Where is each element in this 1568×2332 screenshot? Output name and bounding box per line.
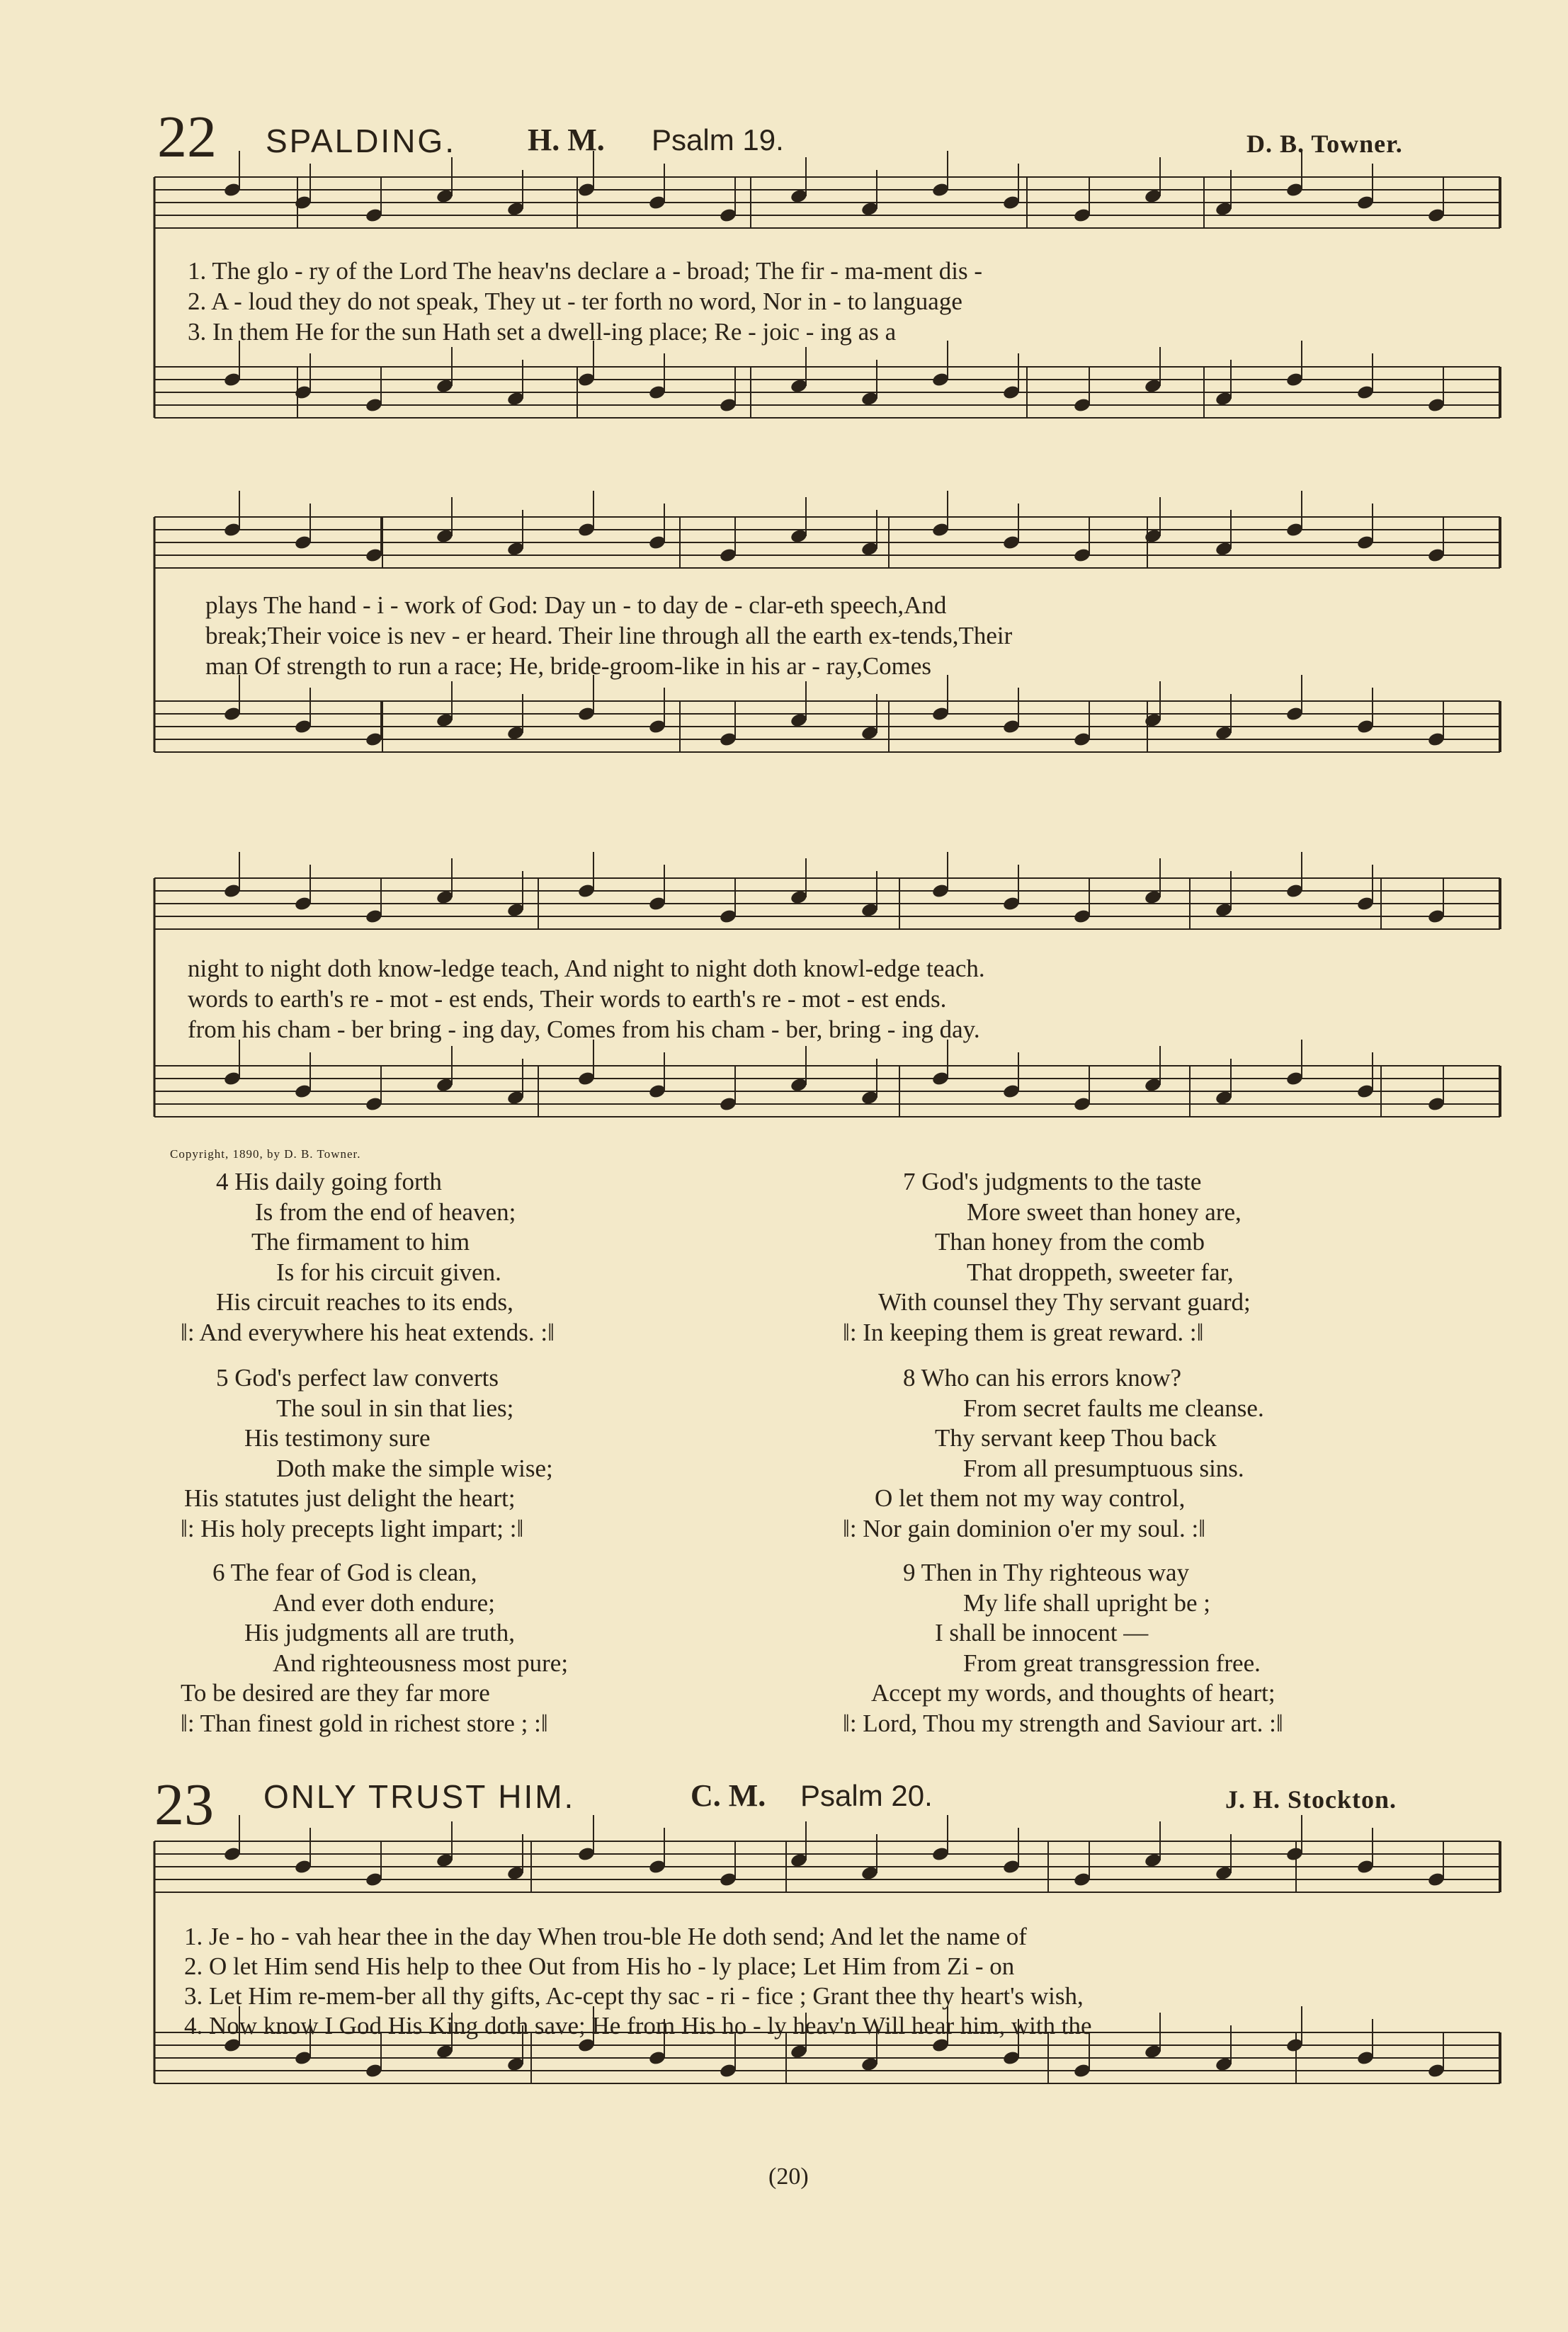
hymn-23-composer: J. H. Stockton.	[1225, 1785, 1397, 1814]
hymn-22-meter: H. M.	[528, 123, 605, 157]
verse-4: 4 His daily going forth Is from the end of heaven; The firmament to him Is for his circuit given. His circuit reaches to its ends, ‖: And everywhere his heat extends. :‖	[181, 1168, 555, 1346]
hymn-22-psalm: Psalm 19.	[652, 123, 784, 157]
hymn-23-psalm: Psalm 20.	[800, 1779, 933, 1812]
lyric-line: 3. Let Him re-mem-ber all thy gifts, Ac-cept thy sac - ri - fice ; Grant thee thy heart's wish,	[184, 1982, 1084, 2010]
verse-7: 7 God's judgments to the taste More sweet than honey are, Than honey from the comb That droppeth, sweeter far, With counsel they Thy servant guard; ‖: In keeping them is great reward. :‖	[843, 1168, 1251, 1346]
lyric-line: words to earth's re - mot - est ends, Their words to earth's re - mot - est ends.	[188, 985, 947, 1013]
hymn-22-composer: D. B. Towner.	[1246, 130, 1403, 158]
lyric-line: man Of strength to run a race; He, bride-groom-like in his ar - ray,Comes	[205, 652, 932, 680]
hymn-23-meter: C. M.	[691, 1778, 766, 1813]
verse-5: 5 God's perfect law converts The soul in sin that lies; His testimony sure Doth make the simple wise; His statutes just delight the heart; ‖: His holy precepts light impart; :‖	[181, 1364, 553, 1542]
lyric-line: plays The hand - i - work of God: Day un - to day de - clar-eth speech,And	[205, 591, 947, 619]
lyric-line: 1. The glo - ry of the Lord The heav'ns declare a - broad; The fir - ma-ment dis -	[188, 257, 983, 285]
lyric-line: 3. In them He for the sun Hath set a dwell-ing place; Re - joic - ing as a	[188, 318, 897, 346]
hymn-23-number: 23	[154, 1772, 214, 1838]
lyric-line: 2. A - loud they do not speak, They ut - ter forth no word, Nor in - to language	[188, 288, 962, 315]
lyric-line: from his cham - ber bring - ing day, Comes from his cham - ber, bring - ing day.	[188, 1016, 980, 1043]
lyric-line: 4. Now know I God His King doth save; He from His ho - ly heav'n Will hear him, with the	[184, 2012, 1092, 2040]
verse-9: 9 Then in Thy righteous way My life shall upright be ; I shall be innocent — From great transgression free. Accept my words, and thoughts of heart; ‖: Lord, Thou my strength and Saviour art. :‖	[843, 1559, 1283, 1737]
lyric-line: break;Their voice is nev - er heard. Their line through all the earth ex-tends,Their	[205, 622, 1013, 649]
page-number: (20)	[768, 2163, 809, 2190]
lyric-line: 2. O let Him send His help to thee Out from His ho - ly place; Let Him from Zi - on	[184, 1952, 1015, 1980]
lyric-line: 1. Je - ho - vah hear thee in the day When trou-ble He doth send; And let the name of	[184, 1923, 1027, 1950]
lyric-line: night to night doth know-ledge teach, And night to night doth knowl-edge teach.	[188, 955, 985, 982]
copyright-notice: Copyright, 1890, by D. B. Towner.	[170, 1147, 361, 1161]
hymn-23-title: ONLY TRUST HIM.	[263, 1778, 576, 1815]
hymn-22-title: SPALDING.	[266, 123, 456, 159]
verse-6: 6 The fear of God is clean, And ever doth endure; His judgments all are truth, And righteousness most pure; To be desired are they far more ‖: Than finest gold in richest store ; :‖	[181, 1559, 569, 1737]
verse-8: 8 Who can his errors know? From secret faults me cleanse. Thy servant keep Thou back From all presumptuous sins. O let them not my way control, ‖: Nor gain dominion o'er my soul. :‖	[843, 1364, 1264, 1542]
hymn-22-number: 22	[157, 104, 217, 170]
